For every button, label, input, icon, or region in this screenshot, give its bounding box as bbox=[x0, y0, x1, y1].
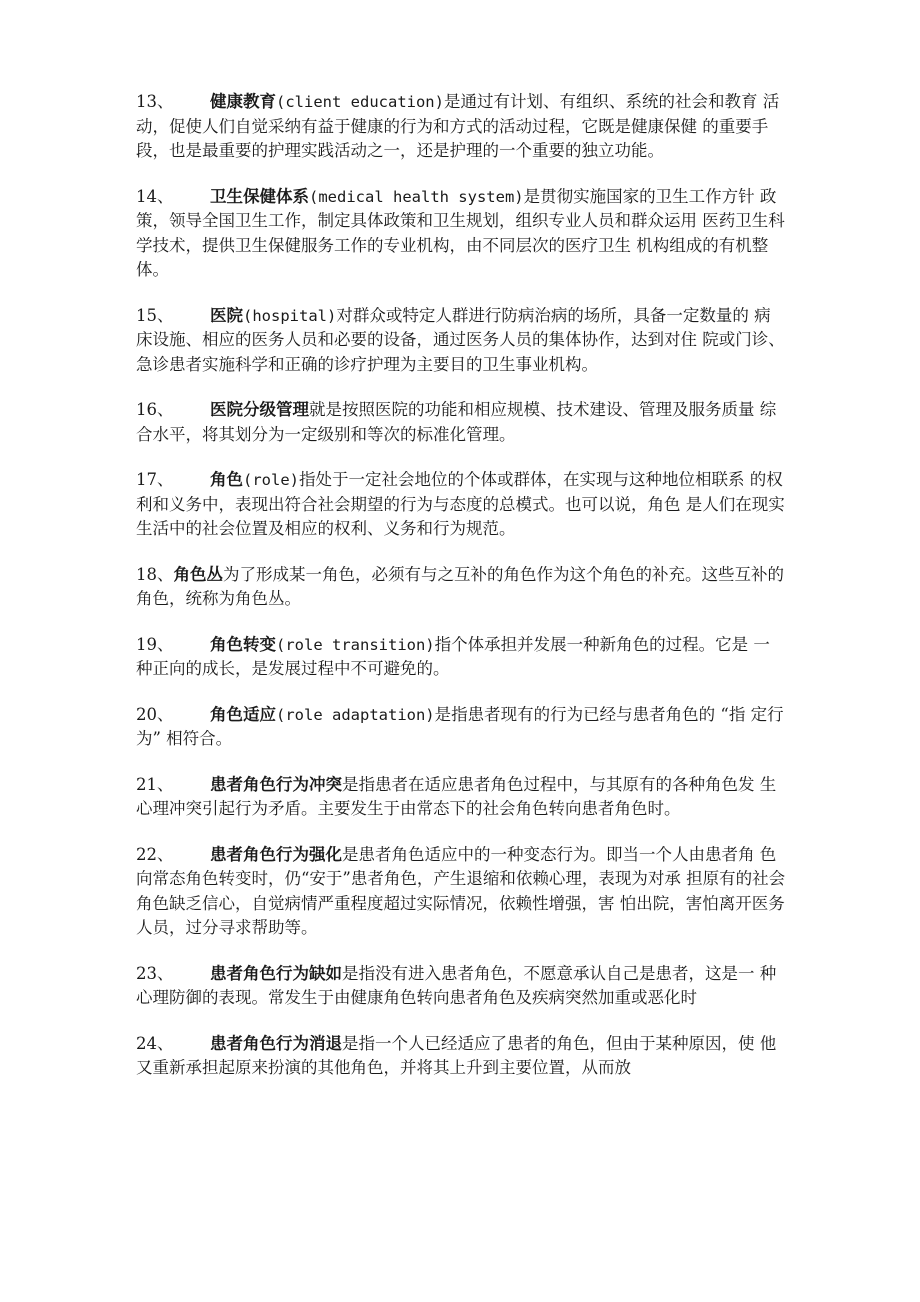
entry-number: 17、 bbox=[136, 470, 174, 489]
entry-definition: 是指一个人已经适应了患者的角色，但由于某种原因，使 他又重新承担起原来扮演的其他角色，并将其上升到主要位置，从而放 bbox=[136, 1033, 777, 1077]
entry-term: 患者角色行为强化 bbox=[210, 844, 342, 864]
entry-term: 角色适应 bbox=[210, 704, 276, 724]
entry-definition: 对群众或特定人群进行防病治病的场所，具备一定数量的 病床设施、相应的医务人员和必要的设备，通过医务人员的集体协作，达到对住 院或门诊、急诊患者实施科学和正确的诊疗护理为主要目的卫生事业机构。 bbox=[136, 305, 785, 374]
entry-term: 卫生保健体系 bbox=[210, 186, 309, 206]
definition-entry-16 bbox=[136, 398, 786, 447]
entry-definition: 是通过有计划、有组织、系统的社会和教育 活动，促使人们自觉采纳有益于健康的行为和方式的活动过程，它既是健康保健 的重要手段，也是最重要的护理实践活动之一，还是护理的一个重要的独立功能。 bbox=[136, 92, 780, 160]
entry-definition: 是指患者现有的行为已经与患者角色的 “指 定行为” 相符合。 bbox=[136, 704, 784, 748]
definition-entry-21 bbox=[136, 773, 786, 822]
entry-term: 角色丛 bbox=[173, 564, 223, 584]
entry-term: 角色 bbox=[210, 470, 243, 489]
entry-number: 22、 bbox=[136, 844, 174, 864]
entry-number: 20、 bbox=[136, 704, 174, 724]
entry-english-term: (client education) bbox=[276, 93, 444, 111]
entry-term: 患者角色行为消退 bbox=[210, 1033, 342, 1053]
entry-definition: 指个体承担并发展一种新角色的过程。它是 一种正向的成长，是发展过程中不可避免的。 bbox=[136, 634, 770, 678]
definition-entry-19 bbox=[136, 633, 786, 682]
definition-entry-23 bbox=[136, 962, 786, 1011]
entry-definition: 就是按照医院的功能和相应规模、技术建设、管理及服务质量 综合水平，将其划分为一定级别和等次的标准化管理。 bbox=[136, 400, 777, 444]
entry-definition: 是指患者在适应患者角色过程中，与其原有的各种角色发 生心理冲突引起行为矛盾。主要发生于由常态下的社会角色转向患者角色时。 bbox=[136, 774, 777, 818]
document-page bbox=[136, 90, 786, 1102]
entry-number: 19、 bbox=[136, 634, 174, 654]
entry-number: 13、 bbox=[136, 92, 174, 111]
definition-entry-13 bbox=[136, 90, 786, 164]
entry-number: 16、 bbox=[136, 400, 174, 419]
definition-entry-17 bbox=[136, 468, 786, 542]
definition-entry-14 bbox=[136, 185, 786, 283]
entry-english-term: (role) bbox=[243, 471, 299, 489]
entry-term: 角色转变 bbox=[210, 634, 276, 654]
definition-entry-18 bbox=[136, 563, 786, 612]
entry-english-term: (role transition) bbox=[276, 635, 435, 654]
definition-entry-20 bbox=[136, 703, 786, 752]
entry-english-term: (medical health system) bbox=[309, 187, 524, 206]
entry-number: 14、 bbox=[136, 186, 174, 206]
entry-number: 15、 bbox=[136, 305, 174, 325]
entry-term: 医院 bbox=[210, 305, 243, 325]
entry-term: 健康教育 bbox=[210, 92, 276, 111]
entry-definition: 为了形成某一角色，必须有与之互补的角色作为这个角色的补充。这些互补的角色，统称为角色丛。 bbox=[136, 564, 784, 608]
entry-term: 医院分级管理 bbox=[210, 400, 309, 419]
entry-definition: 是指没有进入患者角色，不愿意承认自己是患者，这是一 种心理防御的表现。常发生于由健康角色转向患者角色及疾病突然加重或恶化时 bbox=[136, 963, 777, 1007]
entry-number: 21、 bbox=[136, 774, 174, 794]
entry-term: 患者角色行为缺如 bbox=[210, 963, 342, 983]
definition-entry-22 bbox=[136, 843, 786, 941]
entry-number: 24、 bbox=[136, 1033, 174, 1053]
entry-number: 18、 bbox=[136, 564, 174, 584]
definition-entry-15 bbox=[136, 304, 786, 378]
definition-entry-24 bbox=[136, 1032, 786, 1081]
entry-english-term: (hospital) bbox=[243, 306, 337, 325]
entry-definition: 是贯彻实施国家的卫生工作方针 政策，领导全国卫生工作，制定具体政策和卫生规划，组织专业人员和群众运用 医药卫生科学技术，提供卫生保健服务工作的专业机构，由不同层次的医疗卫生 机构组成的有机整体。 bbox=[136, 186, 785, 279]
entry-term: 患者角色行为冲突 bbox=[210, 774, 342, 794]
entry-number: 23、 bbox=[136, 963, 174, 983]
entry-english-term: (role adaptation) bbox=[276, 705, 435, 724]
entry-definition: 是患者角色适应中的一种变态行为。即当一个人由患者角 色向常态角色转变时，仍“安于”患者角色，产生退缩和依赖心理，表现为对承 担原有的社会角色缺乏信心，自觉病情严重程度超过实际情况，依赖性增强，害 怕出院，害怕离开医务人员，过分寻求帮助等。 bbox=[136, 844, 786, 937]
entry-definition: 指处于一定社会地位的个体或群体，在实现与这种地位相联系 的权利和义务中，表现出符合社会期望的行为与态度的总模式。也可以说，角色 是人们在现实生活中的社会位置及相应的权利、义务和行为规范。 bbox=[136, 470, 785, 538]
